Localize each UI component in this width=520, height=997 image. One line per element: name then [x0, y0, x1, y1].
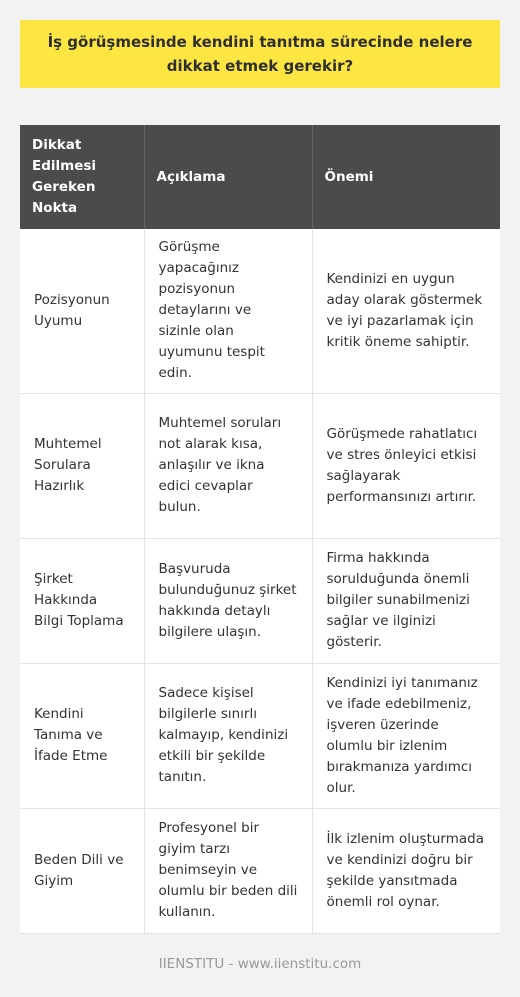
table-row: [20, 229, 500, 393]
column-header-point: Dikkat Edilmesi Gereken Nokta: [20, 125, 144, 229]
cell-description: Görüşme yapacağınız pozisyonun detaylarını ve sizinle olan uyumunu tespit edin.: [144, 229, 312, 393]
cell-importance: İlk izlenim oluşturmada ve kendinizi doğru bir şekilde yansıtmada önemli rol oynar.: [312, 808, 500, 933]
column-header-description: Açıklama: [144, 125, 312, 229]
cell-point: Beden Dili ve Giyim: [20, 808, 144, 933]
table-row: [20, 663, 500, 808]
cell-importance: Kendinizi iyi tanımanız ve ifade edebilmeniz, işveren üzerinde olumlu bir izlenim bırakmanıza yardımcı olur.: [312, 663, 500, 808]
cell-point: Pozisyonun Uyumu: [20, 229, 144, 393]
table-header-row: [20, 125, 500, 229]
table-row: [20, 808, 500, 933]
footer-credit: IIENSTITU - www.iienstitu.com: [158, 956, 362, 972]
info-table: [20, 125, 500, 934]
cell-point: Muhtemel Sorulara Hazırlık: [20, 393, 144, 538]
cell-description: Sadece kişisel bilgilerle sınırlı kalmayıp, kendinizi etkili bir şekilde tanıtın.: [144, 663, 312, 808]
cell-importance: Görüşmede rahatlatıcı ve stres önleyici etkisi sağlayarak performansınızı artırır.: [312, 393, 500, 538]
cell-description: Başvuruda bulunduğunuz şirket hakkında detaylı bilgilere ulaşın.: [144, 538, 312, 663]
cell-importance: Firma hakkında sorulduğunda önemli bilgiler sunabilmenizi sağlar ve ilginizi gösterir.: [312, 538, 500, 663]
cell-importance: Kendinizi en uygun aday olarak göstermek ve iyi pazarlamak için kritik öneme sahiptir.: [312, 229, 500, 393]
column-header-importance: Önemi: [312, 125, 500, 229]
table-row: [20, 393, 500, 538]
cell-point: Şirket Hakkında Bilgi Toplama: [20, 538, 144, 663]
page-title: İş görüşmesinde kendini tanıtma sürecinde nelere dikkat etmek gerekir?: [47, 33, 473, 75]
cell-description: Profesyonel bir giyim tarzı benimseyin ve olumlu bir beden dili kullanın.: [144, 808, 312, 933]
table-row: [20, 538, 500, 663]
cell-description: Muhtemel soruları not alarak kısa, anlaşılır ve ikna edici cevaplar bulun.: [144, 393, 312, 538]
cell-point: Kendini Tanıma ve İfade Etme: [20, 663, 144, 808]
title-banner: [20, 20, 500, 88]
